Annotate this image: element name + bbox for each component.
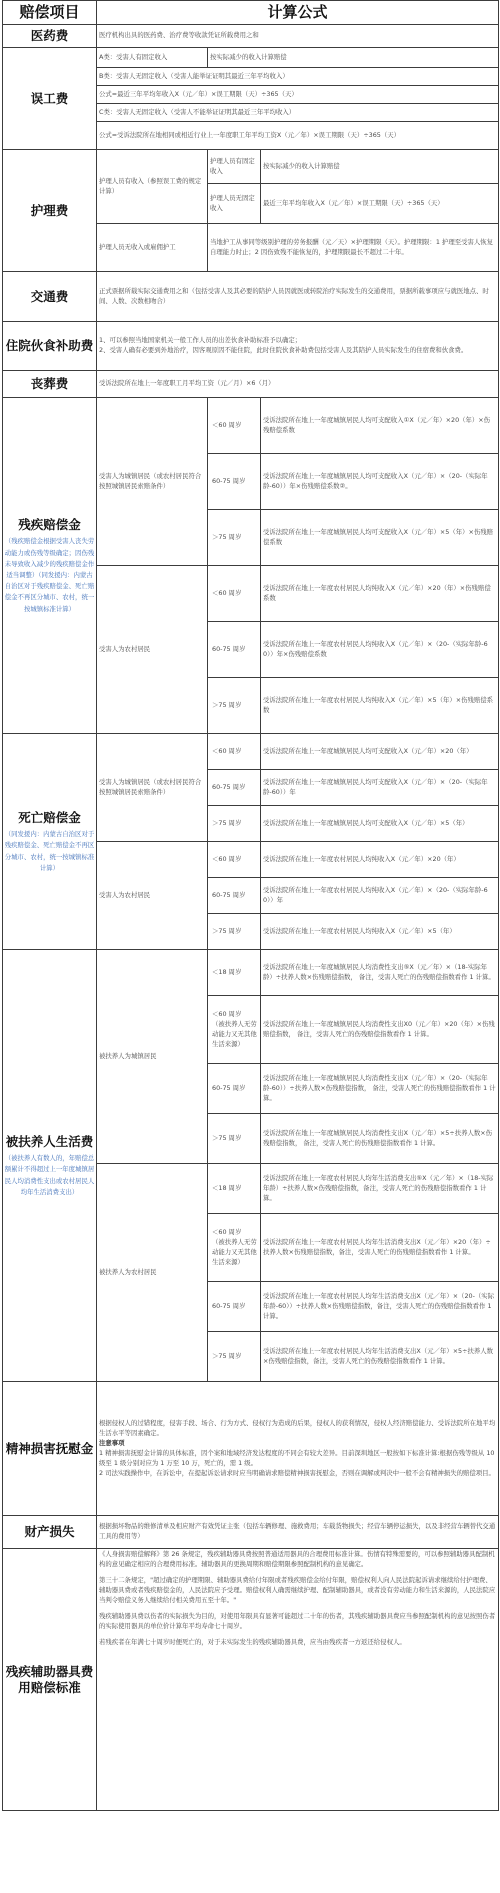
dependent-rural: 被扶养人为农村居民: [97, 1164, 208, 1382]
death-rural: 受害人为农村居民: [97, 842, 208, 950]
death-rural-formula-over-75: 受诉法院所在地上一年度农村居民人均纯收入Ⅹ（元／年）×5（年）: [261, 914, 499, 950]
disability-urban-formula-60-75: 受诉法院所在地上一年度城镇居民人均可支配收入Ⅹ（元／年）×（20-（实际年龄-60））年×伤残赔偿系数②。: [261, 454, 499, 510]
hospital-food-line-2: 2、受害人确有必要到外地治疗，因客观原因不能住院，此时住院伙食补助费包括受害人及其陪护人员实际发生的住宿费和伙食费。: [99, 346, 468, 355]
mental-title: 精神损害抚慰金: [3, 1382, 97, 1516]
nursing-no-income-formula: 当地护工从事同等级别护理的劳务报酬（元／天）×护理期限（天）。护理期限：1 护理至受害人恢复自理能力时止；2 因伤致残不能恢复的，护理期限最长不超过二十年。: [208, 224, 499, 272]
nursing-fixed-formula: 按实际减少的收入计算赔偿: [261, 150, 499, 184]
disability-rural-formula-under-60: 受诉法院所在地上一年度农村居民人均纯收入Ⅹ（元／年）×20（年）×伤残赔偿系数: [261, 566, 499, 622]
dependent-rural-age-60-75: 60-75 周岁: [208, 1282, 261, 1332]
nursing-nonfixed-formula: 最近三年平均年收入Ⅹ（元／年）×误工期限（天）÷365（天）: [261, 184, 499, 224]
property-formula: 根据损坏物品的维修清单及相应财产有效凭证主张（包括车辆修理、施救费用；车载货物损失；经营车辆停运损失，以及非经营车辆替代交通工具的费用等）: [97, 1516, 499, 1549]
dependent-urban-formula-under-60: 受诉法院所在地上一年度城镇居民人均消费性支出Ⅹ0（元／年）×20（年）×伤残赔偿指数， 备注，受害人死亡的伤残赔偿指数看作 1 计算。: [261, 996, 499, 1064]
compensation-table: [2, 0, 499, 1811]
nursing-fixed-income: 护理人员有固定收入: [208, 150, 261, 184]
dependent-title: [3, 950, 97, 1382]
death-urban-age-over-75: ＞75 周岁: [208, 806, 261, 842]
death-urban: 受害人为城镇居民（或农村居民符合按照城镇居民索赔条件）: [97, 734, 208, 842]
aids-formula: [97, 1549, 499, 1811]
disability-rural-age-over-75: ＞75 周岁: [208, 678, 261, 734]
dependent-urban-age-under-60-sub: （被扶养人无劳动能力又无其他生活来源）: [212, 1019, 257, 1048]
disability-title-text: 残疾赔偿金: [18, 516, 81, 532]
dependent-rural-age-under-60-sub: （被扶养人无劳动能力又无其他生活来源）: [212, 1237, 257, 1266]
dependent-rural-age-under-18: ＜18 周岁: [208, 1164, 261, 1214]
aids-para-1: 《人身损害赔偿解释》第 26 条规定，残疾辅助器具费按照普通适用器具的合理费用标准计算。伤情有特殊需要的，可以参照辅助器具配制机构的意见确定相应的合理费用标准。辅助器具的更换周期和赔偿期限参照配制机构的意见确定。: [99, 1550, 495, 1569]
lost-wages-b-formula: 公式=最近三年平均年收入Ⅹ（元／年）×误工期限（天）÷365（天）: [97, 86, 499, 104]
transport-formula: 正式票据所载实际交通费用之和（包括受害人及其必要的陪护人员因就医或转院治疗实际发生的交通费用，票据所载事项应与就医地点、时间、人数、次数相吻合）: [97, 272, 499, 322]
nursing-with-income: 护理人员有收入（参照误工费的规定计算）: [97, 150, 208, 224]
death-rural-age-over-75: ＞75 周岁: [208, 914, 261, 950]
dependent-urban-age-under-60: [208, 996, 261, 1064]
dependent-rural-age-under-60-label: ＜60 周岁: [212, 1227, 242, 1236]
death-urban-formula-over-75: 受诉法院所在地上一年度城镇居民人均可支配收入Ⅹ（元／年）×5（年）: [261, 806, 499, 842]
aids-para-4: 若残疾者在年满七十周岁时便死亡的，对于未实际发生的残疾辅助器具费，应当由残疾者一方返还给侵权人。: [99, 1637, 406, 1646]
disability-rural-formula-over-75: 受诉法院所在地上一年度农村居民人均纯收入Ⅹ（元／年）×5（年）×伤残赔偿系数: [261, 678, 499, 734]
death-rural-formula-under-60: 受诉法院所在地上一年度农村居民人均纯收入Ⅹ（元／年）×20（年）: [261, 842, 499, 878]
lost-wages-c-condition: C类：受害人无固定收入（受害人不能举证证明其最近三年平均收入）: [97, 104, 499, 122]
hospital-food-line-1: 1、可以参照当地国家机关一般工作人员的出差伙食补助标准予以确定；: [99, 336, 302, 345]
aids-title: 残疾辅助器具费用赔偿标准: [3, 1549, 97, 1811]
death-title: [3, 734, 97, 950]
lost-wages-a-label: A类：受害人有固定收入: [97, 48, 208, 68]
dependent-urban-formula-under-18: 受诉法院所在地上一年度城镇居民人均消费性支出⑤Ⅹ（元／年）×（18-实际年龄）÷扶养人数×伤残赔偿指数， 备注，受害人死亡的伤残赔偿指数看作 1 计算。: [261, 950, 499, 996]
dependent-urban-age-under-60-label: ＜60 周岁: [212, 1009, 242, 1018]
mental-notes-heading: 注意事项: [99, 1438, 125, 1447]
disability-rural: 受害人为农村居民: [97, 566, 208, 734]
disability-rural-formula-60-75: 受诉法院所在地上一年度农村居民人均纯收入Ⅹ（元／年）×（20-（实际年龄-60））年×伤残赔偿系数: [261, 622, 499, 678]
dependent-rural-formula-60-75: 受诉法院所在地上一年度农村居民人均年生活消费支出Ⅹ（元／年）×（20-（实际年龄-60））÷扶养人数×伤残赔偿指数，备注，受害人死亡的伤残赔偿指数看作 1 计算。: [261, 1282, 499, 1332]
death-note: （同发援内：内蒙古自治区对于残疾赔偿金、死亡赔偿金不再区分城市、农村，统一按城镇标准计算）: [4, 830, 95, 872]
death-title-text: 死亡赔偿金: [18, 809, 81, 825]
aids-para-3: 残疾辅助器具费以伤者的实际损失为目的，对使用年限具有显著可能超过二十年的伤者，其残疾辅助器具费应当参照配制机构的意见按照伤者的实际使用器具的单位价计算年平均寿命七十周岁。: [99, 1611, 496, 1630]
disability-urban-age-under-60: ＜60 周岁: [208, 398, 261, 454]
transport-title: 交通费: [3, 272, 97, 322]
disability-urban-formula-over-75: 受诉法院所在地上一年度城镇居民人均可支配收入Ⅹ（元／年）×5（年）×伤残赔偿系数: [261, 510, 499, 566]
disability-rural-age-under-60: ＜60 周岁: [208, 566, 261, 622]
mental-para-3: 2 司法实践操作中，在诉讼中，在提起诉讼请求时应当明确请求赔偿精神损害抚慰金，否则在调解或判决中一般不会有精神损失的赔偿项目。: [99, 1468, 495, 1477]
lost-wages-b-condition: B类：受害人无固定收入（受害人能举证证明其最近三年平均收入）: [97, 68, 499, 86]
death-urban-age-under-60: ＜60 周岁: [208, 734, 261, 770]
dependent-urban-age-under-18: ＜18 周岁: [208, 950, 261, 996]
death-rural-age-under-60: ＜60 周岁: [208, 842, 261, 878]
nursing-no-income: 护理人员无收入或雇佣护工: [97, 224, 208, 272]
medical-title: 医药费: [3, 25, 97, 48]
header-formula-column: 计算公式: [97, 1, 499, 25]
dependent-title-text: 被扶养人生活费: [5, 1133, 94, 1149]
funeral-formula: 受诉法院所在地上一年度职工月平均工资（元／月）×6（月）: [97, 371, 499, 398]
death-urban-formula-under-60: 受诉法院所在地上一年度城镇居民人均可支配收入Ⅹ（元／年）×20（年）: [261, 734, 499, 770]
mental-formula: [97, 1382, 499, 1516]
dependent-rural-formula-under-60: 受诉法院所在地上一年度农村居民人均年生活消费支出Ⅹ（元／年）×20（年）÷扶养人数×伤残赔偿指数，备注，受害人死亡的伤残赔偿指数看作 1 计算。: [261, 1214, 499, 1282]
funeral-title: 丧葬费: [3, 371, 97, 398]
dependent-note: （被扶养人有数人的，年赔偿总额累计不得超过上一年度城镇居民人均消费性支出或农村居民人均年生活消费支出）: [4, 1154, 95, 1196]
disability-rural-age-60-75: 60-75 周岁: [208, 622, 261, 678]
hospital-food-title: 住院伙食补助费: [3, 322, 97, 371]
dependent-urban-age-60-75: 60-75 周岁: [208, 1064, 261, 1114]
mental-para-1: 根据侵权人的过错程度，侵害手段、场合、行为方式、侵权行为造成的后果，侵权人的获利情况，侵权人经济赔偿能力、受诉法院所在地平均生活水平等因素确定。: [99, 1418, 496, 1437]
disability-urban: 受害人为城镇居民（或农村居民符合按照城镇居民索赔条件）: [97, 398, 208, 566]
dependent-urban: 被扶养人为城镇居民: [97, 950, 208, 1164]
death-urban-formula-60-75: 受诉法院所在地上一年度城镇居民人均可支配收入Ⅹ（元／年）×（20-（实际年龄-60））年: [261, 770, 499, 806]
nursing-nonfixed-income: 护理人员无固定收入: [208, 184, 261, 224]
dependent-rural-age-under-60: [208, 1214, 261, 1282]
lost-wages-a-formula: 按实际减少的收入计算赔偿: [208, 48, 499, 68]
medical-formula: 医疗机构出具的医药费、治疗费等收款凭证所载费用之和: [97, 25, 499, 48]
dependent-rural-formula-under-18: 受诉法院所在地上一年度农村居民人均年生活消费支出⑤Ⅹ（元／年）×（18-实际年龄）÷扶养人数×伤残赔偿指数，备注，受害人死亡的伤残赔偿指数看作 1 计算。: [261, 1164, 499, 1214]
death-rural-age-60-75: 60-75 周岁: [208, 878, 261, 914]
disability-note: （残疾赔偿金根据受害人丧失劳动能力或伤残等级确定；因伤残未导致收入减少的残疾赔偿金作适当调整）（同发援内：内蒙古自治区对于残疾赔偿金、死亡赔偿金不再区分城市、农村，统一按城镇标准计算）: [4, 537, 95, 613]
lost-wages-c-formula: 公式=受诉法院所在地相同或相近行业上一年度职工年平均工资Ⅹ（元／年）×误工期限（天）÷365（天）: [97, 122, 499, 150]
property-title: 财产损失: [3, 1516, 97, 1549]
death-urban-age-60-75: 60-75 周岁: [208, 770, 261, 806]
header-item-column: 赔偿项目: [3, 1, 97, 25]
dependent-urban-formula-over-75: 受诉法院所在地上一年度城镇居民人均消费性支出Ⅹ（元／年）×5÷扶养人数×伤残赔偿指数， 备注，受害人死亡的伤残赔偿指数看作 1 计算。: [261, 1114, 499, 1164]
disability-title: [3, 398, 97, 734]
disability-urban-age-60-75: 60-75 周岁: [208, 454, 261, 510]
nursing-title: 护理费: [3, 150, 97, 272]
disability-urban-formula-under-60: 受诉法院所在地上一年度城镇居民人均可支配收入①Ⅹ（元／年）×20（年）×伤残赔偿系数: [261, 398, 499, 454]
dependent-urban-age-over-75: ＞75 周岁: [208, 1114, 261, 1164]
death-rural-formula-60-75: 受诉法院所在地上一年度农村居民人均纯收入Ⅹ（元／年）×（20-（实际年龄-60））年: [261, 878, 499, 914]
disability-urban-age-over-75: ＞75 周岁: [208, 510, 261, 566]
hospital-food-formula: [97, 322, 499, 371]
mental-para-2: 1 精神损害抚慰金计算的具体标准，因个案和地域经济发达程度的不同会有较大差异。目前深圳地区一般按如下标准计算:根据伤残等级从 10 级至 1 级分别对应为 1 万至 10 万，死亡的，需 1 级。: [99, 1448, 495, 1467]
dependent-rural-formula-over-75: 受诉法院所在地上一年度农村居民人均年生活消费支出Ⅹ（元／年）×5÷扶养人数×伤残赔偿指数，备注，受害人死亡的伤残赔偿指数看作 1 计算。: [261, 1332, 499, 1382]
aids-para-2: 第三十二条规定，"超过确定的护理期限、辅助器具费给付年限或者残疾赔偿金给付年限，赔偿权利人向人民法院起诉请求继续给付护理费、辅助器具费或者残疾赔偿金的，人民法院应予受理。赔偿权利人确需继续护理、配制辅助器具，或者没有劳动能力和生活来源的，人民法院应当判令赔偿义务人继续给付相关费用五至十年。": [99, 1576, 496, 1604]
lost-wages-title: 误工费: [3, 48, 97, 150]
dependent-rural-age-over-75: ＞75 周岁: [208, 1332, 261, 1382]
dependent-urban-formula-60-75: 受诉法院所在地上一年度城镇居民人均消费性支出Ⅹ（元／年）×（20-（实际年龄-60））÷扶养人数×伤残赔偿指数， 备注，受害人死亡的伤残赔偿指数看作 1 计算。: [261, 1064, 499, 1114]
